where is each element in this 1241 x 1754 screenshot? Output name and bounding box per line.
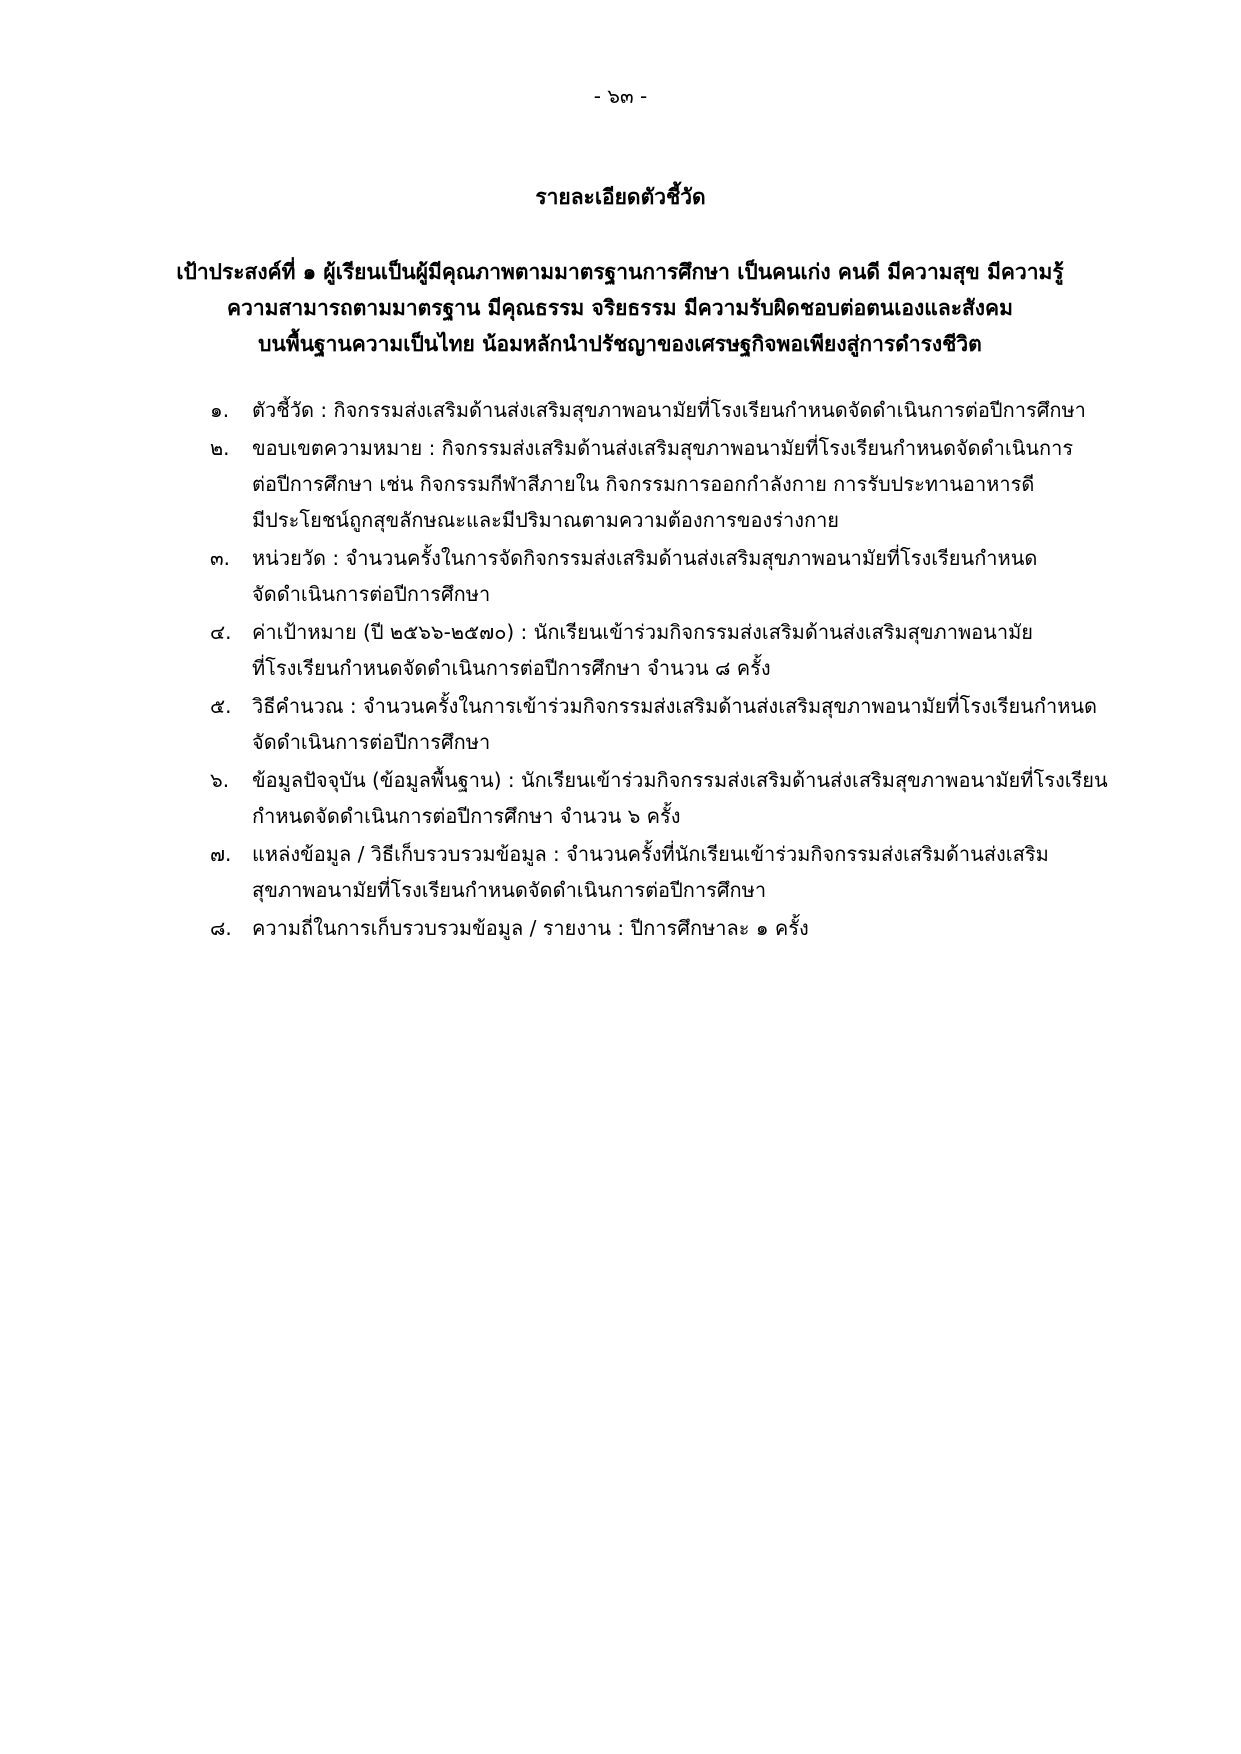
goal-line: ความสามารถตามมาตรฐาน มีคุณธรรม จริยธรรม มีความรับผิดชอบต่อตนเองและสังคม <box>227 296 1013 320</box>
page-number: - ๖๓ - <box>593 84 648 108</box>
item-line: ข้อมูลปัจจุบัน (ข้อมูลพื้นฐาน) : นักเรียนเข้าร่วมกิจกรรมส่งเสริมด้านส่งเสริมสุขภาพอนามัยที่โรงเรียน <box>252 768 1108 792</box>
item-number: ๕. <box>210 694 232 718</box>
item-text <box>252 614 1140 686</box>
item-number: ๖. <box>210 768 230 792</box>
indicator-detail-list <box>200 392 1140 948</box>
list-item <box>200 392 1140 428</box>
item-text <box>252 688 1140 760</box>
item-line: ขอบเขตความหมาย : กิจกรรมส่งเสริมด้านส่งเสริมสุขภาพอนามัยที่โรงเรียนกำหนดจัดดำเนินการ <box>252 436 1074 460</box>
item-line: แหล่งข้อมูล / วิธีเก็บรวบรวมข้อมูล : จำนวนครั้งที่นักเรียนเข้าร่วมกิจกรรมส่งเสริมด้านส่งเสริม <box>252 842 1049 866</box>
item-text <box>252 540 1140 612</box>
item-line: สุขภาพอนามัยที่โรงเรียนกำหนดจัดดำเนินการต่อปีการศึกษา <box>252 878 767 902</box>
goal-statement <box>170 254 1070 362</box>
item-line: ความถี่ในการเก็บรวบรวมข้อมูล / รายงาน : ปีการศึกษาละ ๑ ครั้ง <box>252 916 809 940</box>
goal-line: บนพื้นฐานความเป็นไทย น้อมหลักนำปรัชญาของเศรษฐกิจพอเพียงสู่การดำรงชีวิต <box>258 332 982 356</box>
item-number: ๑. <box>210 398 230 422</box>
item-number: ๔. <box>210 620 232 644</box>
item-line: ค่าเป้าหมาย (ปี ๒๕๖๖-๒๕๗๐) : นักเรียนเข้าร่วมกิจกรรมส่งเสริมด้านส่งเสริมสุขภาพอนามัย <box>252 620 1033 644</box>
item-line: จัดดำเนินการต่อปีการศึกษา <box>252 582 491 606</box>
list-item <box>200 430 1140 538</box>
item-line: กำหนดจัดดำเนินการต่อปีการศึกษา จำนวน ๖ ครั้ง <box>252 804 681 828</box>
item-line: มีประโยชน์ถูกสุขลักษณะและมีปริมาณตามความต้องการของร่างกาย <box>252 508 840 532</box>
item-text <box>252 910 1140 946</box>
list-item <box>200 762 1140 834</box>
item-text <box>252 430 1140 538</box>
item-number: ๒. <box>210 436 230 460</box>
item-text <box>252 392 1140 428</box>
item-number: ๘. <box>210 916 232 940</box>
list-item <box>200 540 1140 612</box>
item-text <box>252 836 1140 908</box>
item-line: ตัวชี้วัด : กิจกรรมส่งเสริมด้านส่งเสริมสุขภาพอนามัยที่โรงเรียนกำหนดจัดดำเนินการต่อปีการศึกษา <box>252 398 1086 422</box>
list-item <box>200 910 1140 946</box>
item-line: ที่โรงเรียนกำหนดจัดดำเนินการต่อปีการศึกษา จำนวน ๘ ครั้ง <box>252 656 771 680</box>
item-text <box>252 762 1140 834</box>
list-item <box>200 688 1140 760</box>
item-number: ๓. <box>210 546 231 570</box>
item-line: ต่อปีการศึกษา เช่น กิจกรรมกีฬาสีภายใน กิจกรรมการออกกำลังกาย การรับประทานอาหารดี <box>252 472 1035 496</box>
item-line: จัดดำเนินการต่อปีการศึกษา <box>252 730 491 754</box>
list-item <box>200 836 1140 908</box>
item-line: วิธีคำนวณ : จำนวนครั้งในการเข้าร่วมกิจกรรมส่งเสริมด้านส่งเสริมสุขภาพอนามัยที่โรงเรียนกำหนด <box>252 694 1098 718</box>
goal-line: เป้าประสงค์ที่ ๑ ผู้เรียนเป็นผู้มีคุณภาพตามมาตรฐานการศึกษา เป็นคนเก่ง คนดี มีความสุข มีความรู้ <box>176 260 1064 284</box>
item-line: หน่วยวัด : จำนวนครั้งในการจัดกิจกรรมส่งเสริมด้านส่งเสริมสุขภาพอนามัยที่โรงเรียนกำหนด <box>252 546 1038 570</box>
page-title: รายละเอียดตัวชี้วัด <box>535 185 706 209</box>
item-number: ๗. <box>210 842 232 866</box>
list-item <box>200 614 1140 686</box>
